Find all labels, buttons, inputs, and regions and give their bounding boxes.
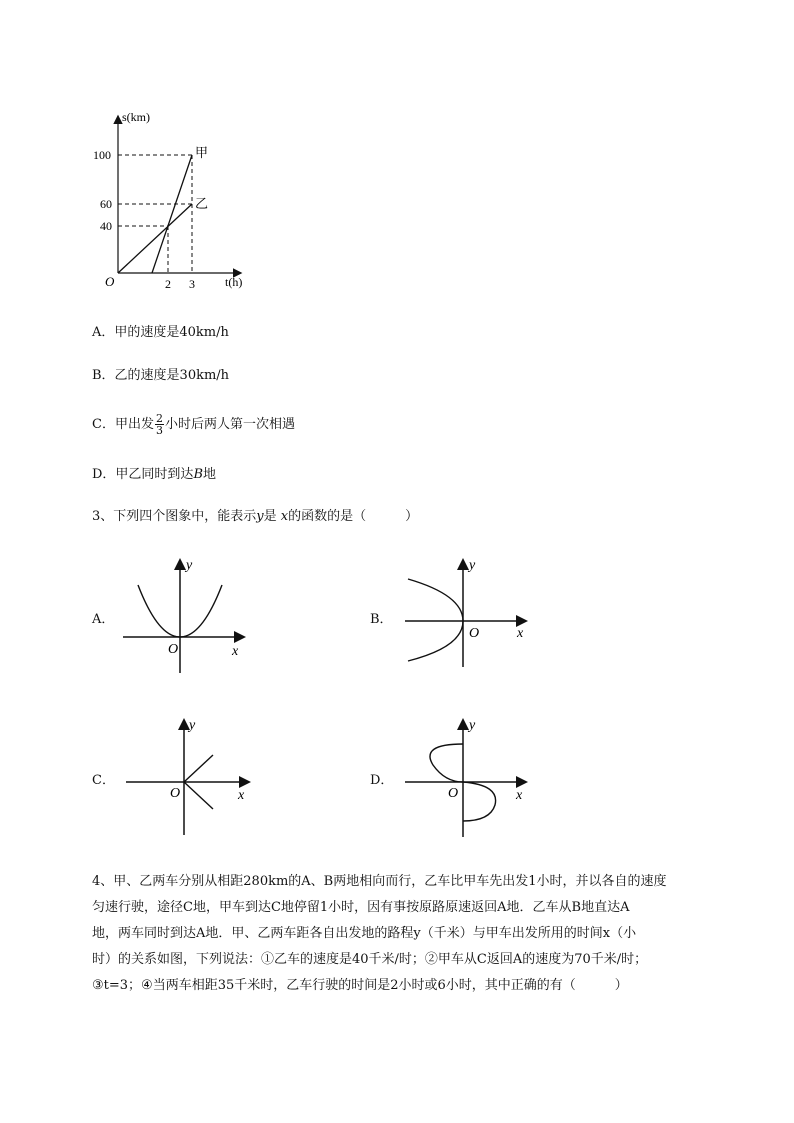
q3-stem (92, 508, 418, 526)
ray-down (184, 782, 213, 809)
x-axis-label: t(h) (225, 275, 243, 289)
origin-label: O (469, 626, 480, 641)
x-label: x (516, 788, 523, 803)
y-label: y (189, 718, 196, 733)
x-label: x (232, 644, 239, 659)
q3-var-x: x (280, 509, 289, 524)
q2-option-a: A．甲的速度是40km/h (92, 325, 229, 340)
fraction (155, 413, 164, 436)
line-jia (152, 155, 192, 273)
x-label: x (238, 788, 245, 803)
q4-line-2: 匀速行驶，途径C地，甲车到达C地停留1小时，因有事按原路原速返回A地．乙车从B地直达A (92, 900, 630, 915)
q3-graph-a (118, 555, 253, 675)
q2-option-d-prefix: D．甲乙同时到达 (92, 467, 194, 482)
y-label: y (469, 558, 476, 573)
q3-option-a-letter: A． (92, 612, 115, 627)
origin-label: O (168, 642, 179, 657)
q4-line-4: 时）的关系如图，下列说法：①乙车的速度是40千米/时；②甲车从C返回A的速度为70千米/时； (92, 952, 648, 967)
x-label: x (517, 626, 524, 641)
q3-suffix: 的函数的是（ ） (288, 509, 419, 524)
fraction-numerator: 2 (155, 412, 163, 425)
q4-line-5: ③t=3；④当两车相距35千米时，乙车行驶的时间是2小时或6小时，其中正确的有（ ） (92, 978, 628, 993)
q3-option-d-letter: D． (370, 773, 394, 788)
q3-option-c-letter: C． (92, 773, 115, 788)
q3-mid: 是 (263, 509, 277, 524)
q2-option-d-suffix: 地 (203, 467, 217, 482)
y-label: y (186, 558, 193, 573)
q3-option-b-letter: B． (370, 612, 393, 627)
distance-time-graph (90, 105, 270, 300)
fraction-denominator: 3 (155, 424, 163, 437)
q3-graph-b (400, 555, 535, 670)
q3-var-y: y (256, 509, 264, 524)
q4-line-1: 4、甲、乙两车分别从相距280km的A、B两地相向而行，乙车比甲车先出发1小时，并以各自的速度 (92, 874, 667, 889)
origin-label: O (170, 786, 181, 801)
q3-graph-c (118, 715, 253, 840)
parabola-curve (408, 579, 463, 661)
q3-graph-d (400, 715, 535, 840)
q2-option-c (92, 413, 295, 436)
ray-up (184, 755, 213, 782)
origin-label: O (448, 786, 459, 801)
x-tick-3: 3 (189, 277, 195, 291)
q2-option-d-var: B (193, 467, 203, 482)
q2-option-c-suffix: 小时后两人第一次相遇 (164, 417, 295, 432)
y-tick-100: 100 (93, 148, 111, 162)
q2-option-c-prefix: C．甲出发 (92, 417, 154, 432)
y-label: y (469, 718, 476, 733)
q2-option-d (92, 466, 216, 484)
origin-label: O (105, 274, 115, 289)
y-axis-label: s(km) (122, 110, 150, 124)
q3-prefix: 3、下列四个图象中，能表示 (92, 509, 257, 524)
y-tick-40: 40 (100, 219, 112, 233)
q4-line-3: 地，两车同时到达A地．甲、乙两车距各自出发地的路程y（千米）与甲车出发所用的时间x（小 (92, 926, 637, 941)
q2-option-b: B．乙的速度是30km/h (92, 368, 230, 383)
y-tick-60: 60 (100, 197, 112, 211)
label-yi: 乙 (195, 196, 209, 211)
q4-paragraph (92, 869, 752, 999)
x-tick-2: 2 (165, 277, 171, 291)
label-jia: 甲 (195, 145, 209, 160)
